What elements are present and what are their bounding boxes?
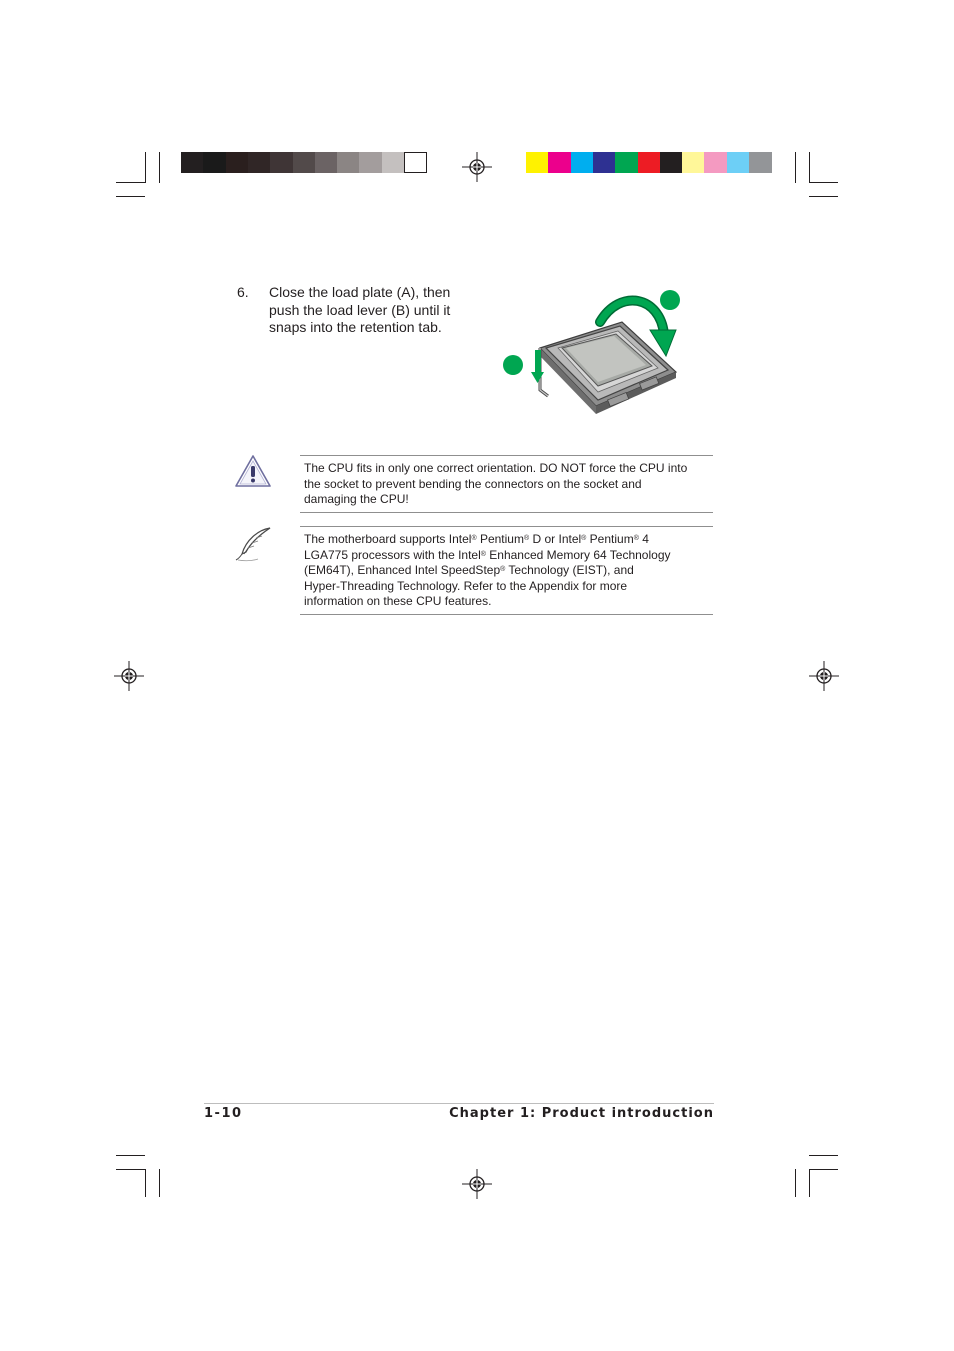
color-swatch <box>203 152 226 173</box>
caution-bottom-rule <box>300 512 713 513</box>
color-swatch <box>727 152 750 173</box>
note-line: (EM64T), Enhanced Intel SpeedStep® Technology (EIST), and <box>304 563 634 577</box>
color-swatch <box>660 152 683 173</box>
registration-mark-icon <box>809 661 839 691</box>
marker-a-icon <box>659 289 681 311</box>
caution-line: The CPU fits in only one correct orientation. DO NOT force the CPU into <box>304 461 688 475</box>
color-swatch <box>615 152 638 173</box>
color-swatch <box>749 152 772 173</box>
step-line: Close the load plate (A), then <box>269 284 451 300</box>
color-swatch <box>226 152 249 173</box>
note-text <box>304 532 710 610</box>
footer-rule <box>204 1103 714 1104</box>
color-swatch <box>593 152 616 173</box>
color-swatch <box>704 152 727 173</box>
step-instruction <box>269 284 469 337</box>
note-line: Hyper-Threading Technology. Refer to the Appendix for more <box>304 578 628 593</box>
color-swatch <box>337 152 360 173</box>
color-swatch <box>293 152 316 173</box>
color-swatch <box>638 152 661 173</box>
feather-pen-icon <box>234 524 274 564</box>
marker-b-icon <box>502 354 524 376</box>
color-swatch <box>571 152 594 173</box>
warning-triangle-icon <box>234 453 272 489</box>
note-line: LGA775 processors with the Intel® Enhanced Memory 64 Technology <box>304 547 671 562</box>
color-swatch <box>315 152 338 173</box>
color-swatch <box>526 152 549 173</box>
color-swatch <box>682 152 705 173</box>
color-swatch <box>404 152 427 173</box>
note-bottom-rule <box>300 614 713 615</box>
color-swatch <box>382 152 405 173</box>
chapter-title: Chapter 1: Product introduction <box>449 1106 714 1121</box>
color-swatch <box>270 152 293 173</box>
note-top-rule <box>300 526 713 527</box>
caution-text <box>304 461 710 508</box>
color-swatch <box>181 152 204 173</box>
step-line: push the load lever (B) until it <box>269 301 451 318</box>
note-line: information on these CPU features. <box>304 594 492 608</box>
registration-mark-icon <box>462 152 492 182</box>
caution-line: the socket to prevent bending the connectors on the socket and <box>304 476 642 491</box>
color-swatch <box>548 152 571 173</box>
step-line: snaps into the retention tab. <box>269 319 442 335</box>
caution-line: damaging the CPU! <box>304 492 409 506</box>
page-number: 1-10 <box>204 1106 243 1121</box>
note-line: The motherboard supports Intel® Pentium® D or Intel® Pentium® 4 <box>304 532 649 546</box>
color-swatch <box>359 152 382 173</box>
color-swatch <box>248 152 271 173</box>
registration-mark-icon <box>114 661 144 691</box>
caution-top-rule <box>300 455 713 456</box>
step-number: 6. <box>237 284 249 300</box>
registration-mark-icon <box>462 1169 492 1199</box>
